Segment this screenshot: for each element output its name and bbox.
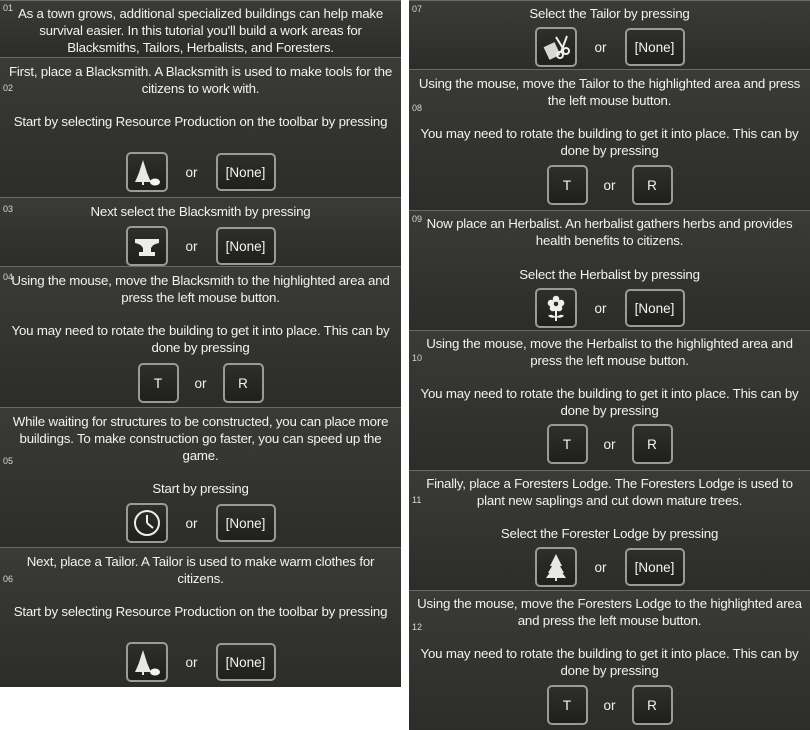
unassigned-key-button[interactable]: [None] xyxy=(216,227,276,265)
step-number: 04 xyxy=(3,272,14,282)
flower-icon xyxy=(541,293,571,323)
step-intro-text: Next, place a Tailor. A Tailor is used to make warm clothes for citizens. xyxy=(26,554,375,586)
tutorial-step-05 xyxy=(0,407,401,547)
tutorial-step-07 xyxy=(409,0,810,69)
step-number: 07 xyxy=(412,4,423,14)
tailor-button[interactable] xyxy=(535,27,577,67)
step-number: 08 xyxy=(412,103,423,113)
rotate-r-key[interactable]: R xyxy=(632,424,673,464)
step-instruction-text: Select the Herbalist by pressing xyxy=(519,267,700,282)
step-text: As a town grows, additional specialized buildings can help make survival easier. In this tutorial you'll build a work areas for Blacksmiths, Tailors, Herbalists, and Foresters. xyxy=(17,6,384,55)
step-intro-text: Now place an Herbalist. An herbalist gathers herbs and provides health benefits to citizens. xyxy=(426,216,793,248)
scissors-and-cloth-icon xyxy=(541,32,571,62)
rotate-t-key[interactable]: T xyxy=(547,165,588,205)
rotate-t-key[interactable]: T xyxy=(547,424,588,464)
or-label: or xyxy=(185,164,198,180)
tutorial-step-11 xyxy=(409,470,810,590)
step-text: Next select the Blacksmith by pressing xyxy=(90,204,311,219)
tutorial-step-04 xyxy=(0,266,401,407)
unassigned-key-button[interactable]: [None] xyxy=(216,643,276,681)
step-intro-text: Using the mouse, move the Herbalist to the highlighted area and press the left mouse button. xyxy=(426,336,793,368)
tutorial-step-03 xyxy=(0,197,401,266)
step-instruction-text: You may need to rotate the building to get it into place. This can by done by pressing xyxy=(420,386,799,418)
step-intro-text: Using the mouse, move the Blacksmith to the highlighted area and press the left mouse button. xyxy=(11,273,390,305)
pine-tree-icon xyxy=(541,552,571,582)
tutorial-column-right xyxy=(409,0,810,730)
or-label: or xyxy=(594,39,607,55)
unassigned-key-button[interactable]: [None] xyxy=(625,289,685,327)
or-label: or xyxy=(594,300,607,316)
step-intro-text: While waiting for structures to be constructed, you can place more buildings. To make construction go faster, you can speed up the game. xyxy=(12,414,389,463)
tutorial-step-02 xyxy=(0,57,401,197)
step-number: 05 xyxy=(3,456,14,466)
tutorial-column-left xyxy=(0,0,401,687)
step-instruction-text: You may need to rotate the building to get it into place. This can by done by pressing xyxy=(420,126,799,158)
step-number: 02 xyxy=(3,83,14,93)
forester-lodge-button[interactable] xyxy=(535,547,577,587)
tutorial-step-09 xyxy=(409,210,810,330)
step-instruction-text: Start by pressing xyxy=(152,481,249,496)
rotate-r-key[interactable]: R xyxy=(632,165,673,205)
step-intro-text: Finally, place a Foresters Lodge. The Foresters Lodge is used to plant new saplings and cut down mature trees. xyxy=(426,476,793,508)
anvil-icon xyxy=(132,233,162,259)
blacksmith-button[interactable] xyxy=(126,226,168,266)
tree-and-stone-icon xyxy=(132,157,162,187)
step-instruction-text: Start by selecting Resource Production on the toolbar by pressing xyxy=(13,114,388,129)
tutorial-step-10 xyxy=(409,330,810,470)
or-label: or xyxy=(185,654,198,670)
or-label: or xyxy=(194,375,207,391)
unassigned-key-button[interactable]: [None] xyxy=(216,504,276,542)
step-intro-text: Using the mouse, move the Foresters Lodge to the highlighted area and press the left mouse button. xyxy=(417,596,802,628)
herbalist-button[interactable] xyxy=(535,288,577,328)
unassigned-key-button[interactable]: [None] xyxy=(625,28,685,66)
step-number: 01 xyxy=(3,3,14,13)
step-instruction-text: You may need to rotate the building to get it into place. This can by done by pressing xyxy=(11,323,390,355)
step-intro-text: First, place a Blacksmith. A Blacksmith is used to make tools for the citizens to work with. xyxy=(8,64,393,96)
resource-production-button[interactable] xyxy=(126,152,168,192)
step-number: 11 xyxy=(412,495,422,505)
unassigned-key-button[interactable]: [None] xyxy=(216,153,276,191)
step-number: 12 xyxy=(412,622,423,632)
unassigned-key-button[interactable]: [None] xyxy=(625,548,685,586)
or-label: or xyxy=(185,238,198,254)
step-instruction-text: Select the Forester Lodge by pressing xyxy=(500,526,719,541)
tree-and-stone-icon xyxy=(132,647,162,677)
step-number: 10 xyxy=(412,353,423,363)
resource-production-button[interactable] xyxy=(126,642,168,682)
or-label: or xyxy=(603,436,616,452)
tutorial-step-08 xyxy=(409,69,810,210)
step-instruction-text: You may need to rotate the building to get it into place. This can by done by pressing xyxy=(420,646,799,678)
rotate-t-key[interactable]: T xyxy=(547,685,588,725)
tutorial-step-12 xyxy=(409,590,810,730)
step-text: Select the Tailor by pressing xyxy=(529,6,690,21)
or-label: or xyxy=(603,697,616,713)
clock-icon xyxy=(132,508,162,538)
rotate-t-key[interactable]: T xyxy=(138,363,179,403)
rotate-r-key[interactable]: R xyxy=(632,685,673,725)
step-number: 03 xyxy=(3,204,14,214)
step-number: 09 xyxy=(412,214,423,224)
tutorial-step-01 xyxy=(0,0,401,57)
rotate-r-key[interactable]: R xyxy=(223,363,264,403)
or-label: or xyxy=(594,559,607,575)
step-intro-text: Using the mouse, move the Tailor to the highlighted area and press the left mouse button. xyxy=(418,76,801,108)
step-number: 06 xyxy=(3,574,14,584)
or-label: or xyxy=(603,177,616,193)
tutorial-step-06 xyxy=(0,547,401,687)
step-instruction-text: Start by selecting Resource Production on the toolbar by pressing xyxy=(13,604,388,619)
or-label: or xyxy=(185,515,198,531)
speed-up-button[interactable] xyxy=(126,503,168,543)
